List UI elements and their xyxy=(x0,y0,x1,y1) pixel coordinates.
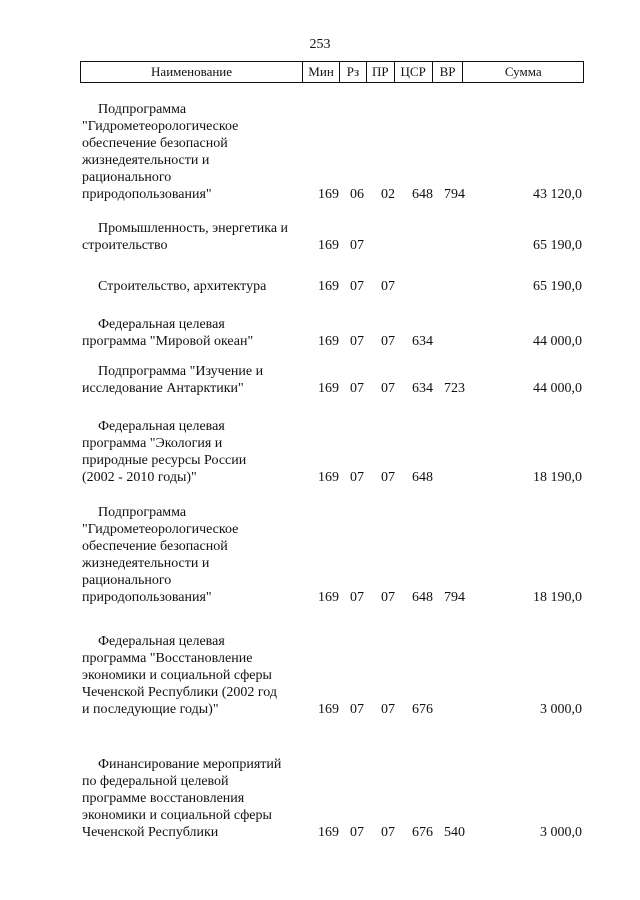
row-name xyxy=(82,504,302,606)
row-csr: 676 xyxy=(412,702,433,717)
row-pr: 07 xyxy=(381,279,395,294)
row-sum: 43 120,0 xyxy=(533,187,582,202)
row-sum: 18 190,0 xyxy=(533,470,582,485)
table-row xyxy=(0,220,640,254)
row-name-line: Финансирование мероприятий xyxy=(98,757,282,772)
row-min: 169 xyxy=(318,334,339,349)
row-min: 169 xyxy=(318,238,339,253)
row-name-line: Федеральная целевая xyxy=(98,317,225,332)
row-name-line: экономики и социальной сферы xyxy=(82,808,272,823)
header-sum: Сумма xyxy=(504,64,542,79)
row-min: 169 xyxy=(318,381,339,396)
row-name-line: жизнедеятельности и xyxy=(82,153,210,168)
row-pr: 07 xyxy=(381,825,395,840)
row-min: 169 xyxy=(318,470,339,485)
row-name-line: жизнедеятельности и xyxy=(82,556,210,571)
table-header xyxy=(80,61,584,83)
row-rz: 07 xyxy=(350,238,364,253)
table-row xyxy=(0,504,640,606)
row-name-line: обеспечение безопасной xyxy=(82,136,228,151)
row-name-line: (2002 - 2010 годы)" xyxy=(82,470,197,485)
row-pr: 07 xyxy=(381,590,395,605)
row-vr: 723 xyxy=(444,381,465,396)
row-name xyxy=(82,220,302,254)
row-vr: 794 xyxy=(444,590,465,605)
row-name-line: "Гидрометеорологическое xyxy=(82,119,239,134)
row-name-line: Федеральная целевая xyxy=(98,634,225,649)
row-min: 169 xyxy=(318,590,339,605)
row-name-line: программа "Экология и xyxy=(82,436,223,451)
row-name xyxy=(82,316,302,350)
row-name-line: программа "Восстановление xyxy=(82,651,253,666)
row-csr: 648 xyxy=(412,470,433,485)
row-sum: 65 190,0 xyxy=(533,238,582,253)
row-vr: 540 xyxy=(444,825,465,840)
row-rz: 06 xyxy=(350,187,364,202)
table-row xyxy=(0,418,640,486)
table-row xyxy=(0,633,640,718)
row-rz: 07 xyxy=(350,470,364,485)
row-pr: 02 xyxy=(381,187,395,202)
row-name-line: природопользования" xyxy=(82,187,212,202)
table-row xyxy=(0,101,640,203)
row-sum: 44 000,0 xyxy=(533,334,582,349)
row-sum: 3 000,0 xyxy=(540,825,582,840)
row-name-line: Федеральная целевая xyxy=(98,419,225,434)
row-pr: 07 xyxy=(381,334,395,349)
row-name-line: Строительство, архитектура xyxy=(98,279,267,294)
row-name-line: Чеченской Республики (2002 год xyxy=(82,685,278,700)
row-name-line: по федеральной целевой xyxy=(82,774,229,789)
table-row xyxy=(0,363,640,397)
header-pr: ПР xyxy=(367,62,395,82)
row-sum: 65 190,0 xyxy=(533,279,582,294)
page-number: 253 xyxy=(309,37,331,52)
row-name-line: Подпрограмма "Изучение и xyxy=(98,364,264,379)
row-name-line: программе восстановления xyxy=(82,791,245,806)
row-name-line: исследование Антарктики" xyxy=(82,381,244,396)
row-csr: 634 xyxy=(412,381,433,396)
row-min: 169 xyxy=(318,187,339,202)
row-sum: 18 190,0 xyxy=(533,590,582,605)
header-vr: ВР xyxy=(433,62,464,82)
row-sum: 3 000,0 xyxy=(540,702,582,717)
row-name-line: программа "Мировой океан" xyxy=(82,334,254,349)
row-vr: 794 xyxy=(444,187,465,202)
row-csr: 648 xyxy=(412,187,433,202)
header-csr: ЦСР xyxy=(395,62,433,82)
row-name-line: строительство xyxy=(82,238,168,253)
row-rz: 07 xyxy=(350,702,364,717)
row-name-line: природопользования" xyxy=(82,590,212,605)
row-rz: 07 xyxy=(350,279,364,294)
row-csr: 648 xyxy=(412,590,433,605)
table-row xyxy=(0,316,640,350)
row-rz: 07 xyxy=(350,825,364,840)
row-rz: 07 xyxy=(350,590,364,605)
row-min: 169 xyxy=(318,279,339,294)
row-csr: 676 xyxy=(412,825,433,840)
row-pr: 07 xyxy=(381,381,395,396)
row-pr: 07 xyxy=(381,702,395,717)
row-min: 169 xyxy=(318,702,339,717)
row-name xyxy=(82,418,302,486)
row-csr: 634 xyxy=(412,334,433,349)
row-name xyxy=(82,278,302,295)
header-name: Наименование xyxy=(81,62,303,82)
row-name xyxy=(82,101,302,203)
table-row xyxy=(0,278,640,295)
row-rz: 07 xyxy=(350,381,364,396)
row-name xyxy=(82,363,302,397)
row-sum: 44 000,0 xyxy=(533,381,582,396)
header-rz: Рз xyxy=(340,62,367,82)
row-name xyxy=(82,633,302,718)
row-name-line: рационального xyxy=(82,573,172,588)
row-name-line: рационального xyxy=(82,170,172,185)
row-name-line: Подпрограмма xyxy=(98,505,187,520)
row-name-line: "Гидрометеорологическое xyxy=(82,522,239,537)
header-min: Мин xyxy=(303,62,340,82)
row-name-line: Чеченской Республики xyxy=(82,825,219,840)
row-name xyxy=(82,756,302,841)
row-name-line: Подпрограмма xyxy=(98,102,187,117)
row-name-line: природные ресурсы России xyxy=(82,453,247,468)
row-pr: 07 xyxy=(381,470,395,485)
row-name-line: обеспечение безопасной xyxy=(82,539,228,554)
row-name-line: и последующие годы)" xyxy=(82,702,219,717)
row-rz: 07 xyxy=(350,334,364,349)
table-row xyxy=(0,756,640,841)
row-name-line: экономики и социальной сферы xyxy=(82,668,272,683)
row-min: 169 xyxy=(318,825,339,840)
row-name-line: Промышленность, энергетика и xyxy=(98,221,289,236)
